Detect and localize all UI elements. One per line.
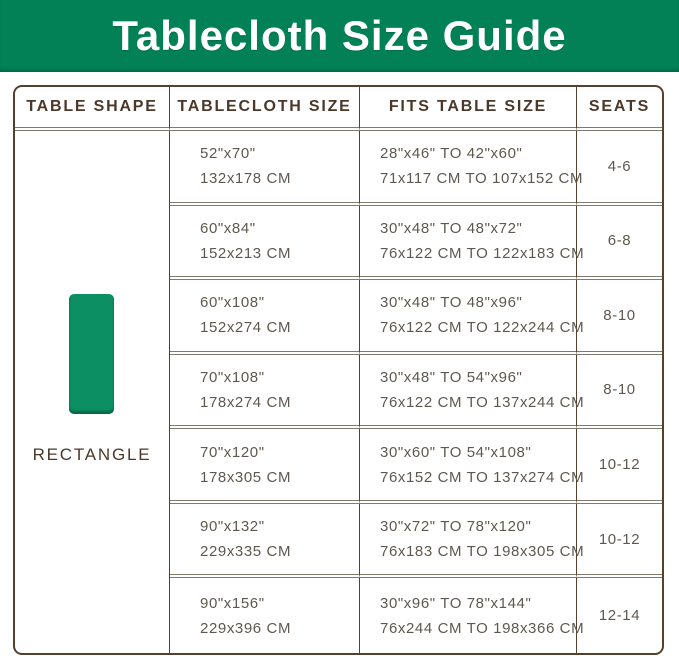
table-row-fits: [360, 206, 585, 281]
table-row-seats: 10-12: [577, 429, 662, 504]
size-inches: 90"x156": [200, 594, 265, 612]
table-row-fits: [360, 280, 585, 355]
fits-cm: 71x117 CM TO 107x152 CM: [380, 170, 584, 188]
fits-cm: 76x122 CM TO 122x244 CM: [380, 319, 585, 337]
table-row-seats: 8-10: [577, 280, 662, 355]
fits-inches: 30"x72" TO 78"x120": [380, 518, 532, 536]
table-row-seats: 10-12: [577, 504, 662, 579]
column-header-fits-table-size: FITS TABLE SIZE: [360, 87, 577, 131]
column-header-table-shape: TABLE SHAPE: [15, 87, 170, 131]
size-cm: 178x305 CM: [200, 468, 292, 486]
table-row-fits: [360, 578, 585, 653]
size-cm: 229x335 CM: [200, 543, 292, 561]
fits-inches: 30"x96" TO 78"x144": [380, 594, 532, 612]
fits-cm: 76x152 CM TO 137x274 CM: [380, 468, 585, 486]
table-row-size: [170, 131, 360, 206]
page-title: Tablecloth Size Guide: [112, 12, 567, 59]
table-row-size: [170, 504, 360, 579]
table-row-size: [170, 429, 360, 504]
title-banner: [0, 0, 679, 72]
size-inches: 90"x132": [200, 518, 265, 536]
table-row-size: [170, 578, 360, 653]
size-inches: 70"x108": [200, 368, 265, 386]
size-cm: 152x274 CM: [200, 319, 292, 337]
table-row-seats: 8-10: [577, 355, 662, 430]
table-row-seats: 4-6: [577, 131, 662, 206]
table-row-seats: 12-14: [598, 607, 641, 625]
fits-cm: 76x244 CM TO 198x366 CM: [380, 619, 585, 637]
fits-inches: 30"x60" TO 54"x108": [380, 443, 532, 461]
size-cm: 178x274 CM: [200, 393, 292, 411]
size-inches: 70"x120": [200, 443, 265, 461]
table-row-size: [170, 280, 360, 355]
shape-group: [33, 294, 152, 465]
size-cm: 132x178 CM: [200, 170, 292, 188]
table-row-fits: [360, 429, 585, 504]
size-guide-table: [13, 85, 664, 655]
fits-cm: 76x183 CM TO 198x305 CM: [380, 543, 585, 561]
table-row-fits: [360, 504, 585, 579]
fits-cm: 76x122 CM TO 137x244 CM: [380, 393, 585, 411]
fits-inches: 30"x48" TO 48"x72": [380, 219, 523, 237]
size-inches: 52"x70": [200, 145, 256, 163]
table-row-size: [170, 355, 360, 430]
size-cm: 229x396 CM: [200, 619, 292, 637]
table-row-seats: 6-8: [577, 206, 662, 281]
column-header-seats: SEATS: [577, 87, 662, 131]
fits-cm: 76x122 CM TO 122x183 CM: [380, 244, 585, 262]
rectangle-table-icon: [69, 294, 114, 414]
shape-label: RECTANGLE: [32, 445, 152, 465]
table-row-size: [170, 206, 360, 281]
fits-inches: 30"x48" TO 48"x96": [380, 294, 523, 312]
table-row-fits: [360, 131, 584, 206]
size-cm: 152x213 CM: [200, 244, 292, 262]
table-row-fits: [360, 355, 585, 430]
size-inches: 60"x84": [200, 219, 256, 237]
fits-inches: 28"x46" TO 42"x60": [380, 145, 523, 163]
size-inches: 60"x108": [200, 294, 265, 312]
table-shape-cell: [15, 131, 170, 653]
fits-inches: 30"x48" TO 54"x96": [380, 368, 523, 386]
column-header-tablecloth-size: TABLECLOTH SIZE: [170, 87, 360, 131]
